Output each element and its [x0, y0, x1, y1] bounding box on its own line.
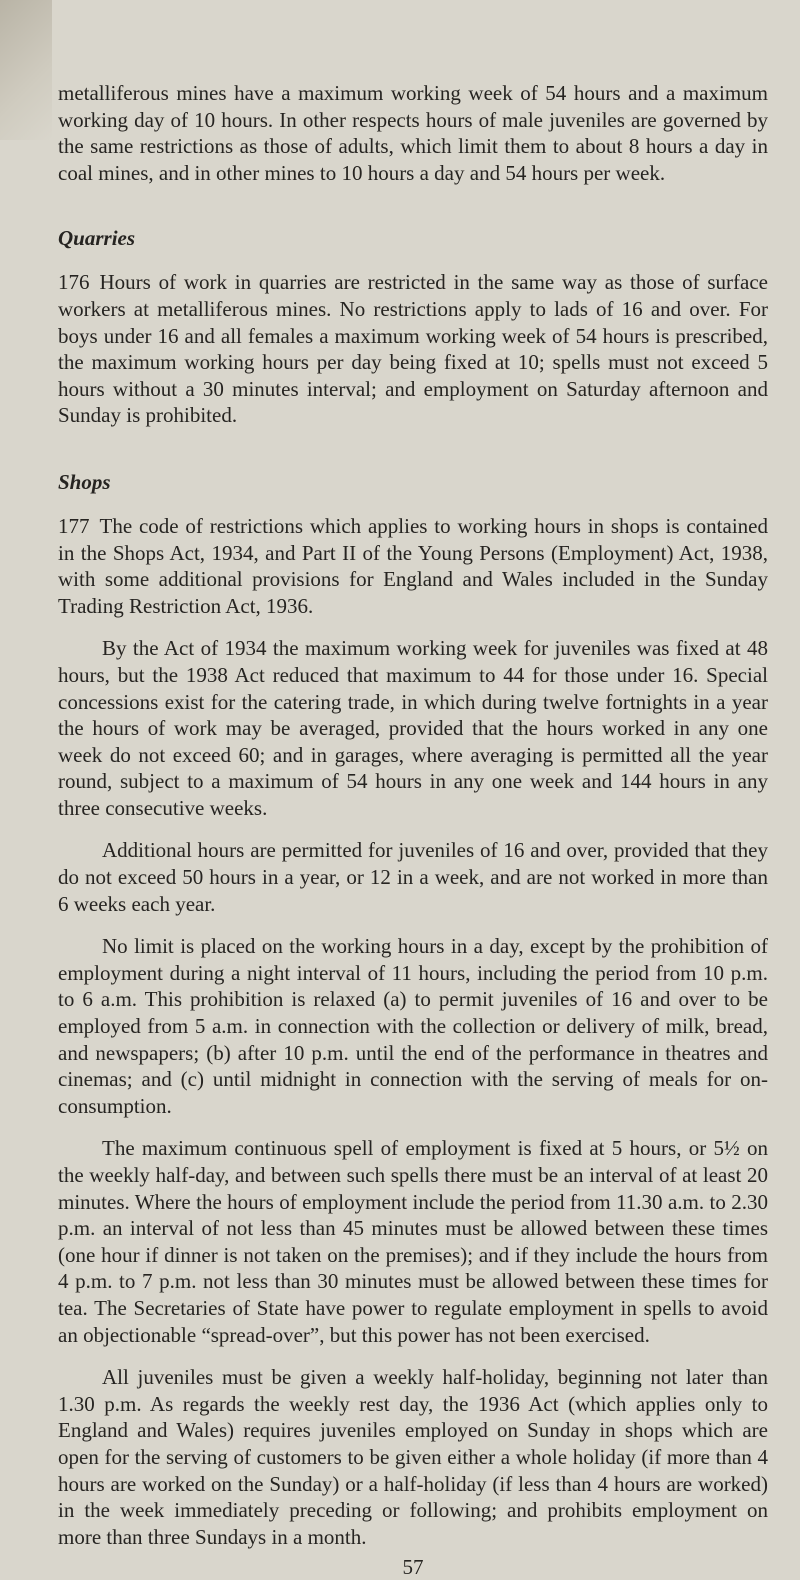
quarries-heading: Quarries [58, 226, 136, 251]
paragraph-half-holiday: All juveniles must be given a weekly half-holiday, beginning not later than 1.30 p.m. As regards the weekly rest day, the 1936 Act (which applies only to England and Wales) requires juveniles employed on Sunday in shops which are open for the serving of customers to be given either a whole holiday (if more than 4 hours are worked on the Sunday) or a half-holiday (if less than 4 hours are worked) in the week immediately preceding or following; and prohibits employment on more than three Sundays in a month. [58, 1365, 768, 1549]
page-edge-shadow [0, 0, 52, 140]
intro-paragraph: metalliferous mines have a maximum working week of 54 hours and a maximum working day of 10 hours. In other respects hours of male juveniles are governed by the same restrictions as those of adults, which limit them to about 8 hours a day in coal mines, and in other mines to 10 hours a day and 54 hours per week. [58, 81, 768, 185]
paragraph-continuous-spell: The maximum continuous spell of employment is fixed at 5 hours, or 5½ on the weekly half-day, and between such spells there must be an interval of at least 20 minutes. Where the hours of employment include the period from 11.30 a.m. to 2.30 p.m. an interval of not less than 45 minutes must be allowed between these times (one hour if dinner is not taken on the premises); and if they include the hours from 4 p.m. to 7 p.m. not less than 30 minutes must be allowed between these times for tea. The Secretaries of State have power to regulate employment in spells to avoid an objectionable “spread-over”, but this power has not been exercised. [58, 1136, 768, 1347]
shops-heading: Shops [58, 469, 111, 494]
paragraph-text: The code of restrictions which applies to working hours in shops is contained in the Shops Act, 1934, and Part II of the Young Persons (Employment) Act, 1938, with some additional provisions for England and Wales included in the Sunday Trading Restriction Act, 1936. [58, 513, 768, 618]
paragraph-176 [58, 269, 768, 429]
paragraph-number: 177 [58, 513, 90, 538]
paragraph-night-interval: No limit is placed on the working hours in a day, except by the prohibition of employment during a night interval of 11 hours, including the period from 10 p.m. to 6 a.m. This prohibition is relaxed (a) to permit juveniles of 16 and over to be employed from 5 a.m. in connection with the collection or delivery of milk, bread, and newspapers; (b) after 10 p.m. until the end of the performance in theatres and cinemas; and (c) until midnight in connection with the serving of meals for on-consumption. [58, 934, 768, 1118]
paragraph-177 [58, 513, 768, 619]
paragraph-weekly-maximum: By the Act of 1934 the maximum working week for juveniles was fixed at 48 hours, but the 1938 Act reduced that maximum to 44 for those under 16. Special concessions exist for the catering trade, in which during twelve fortnights in a year the hours of work may be averaged, provided that the hours worked in any one week do not exceed 60; and in garages, where averaging is permitted all the year round, subject to a maximum of 54 hours in any one week and 144 hours in any three consecutive weeks. [58, 636, 768, 820]
paragraph-number: 176 [58, 270, 90, 295]
page-number: 57 [402, 1555, 424, 1580]
document-page [58, 80, 768, 1580]
paragraph-additional-hours: Additional hours are permitted for juveniles of 16 and over, provided that they do not exceed 50 hours in a year, or 12 in a week, and are not worked in more than 6 weeks each year. [58, 838, 768, 916]
paragraph-text: Hours of work in quarries are restricted in the same way as those of surface workers at metalliferous mines. No restrictions apply to lads of 16 and over. For boys under 16 and all females a maximum working week of 54 hours is prescribed, the maximum working hours per day being fixed at 10; spells must not exceed 5 hours without a 30 minutes interval; and employment on Saturday afternoon and Sunday is prohibited. [58, 270, 768, 428]
